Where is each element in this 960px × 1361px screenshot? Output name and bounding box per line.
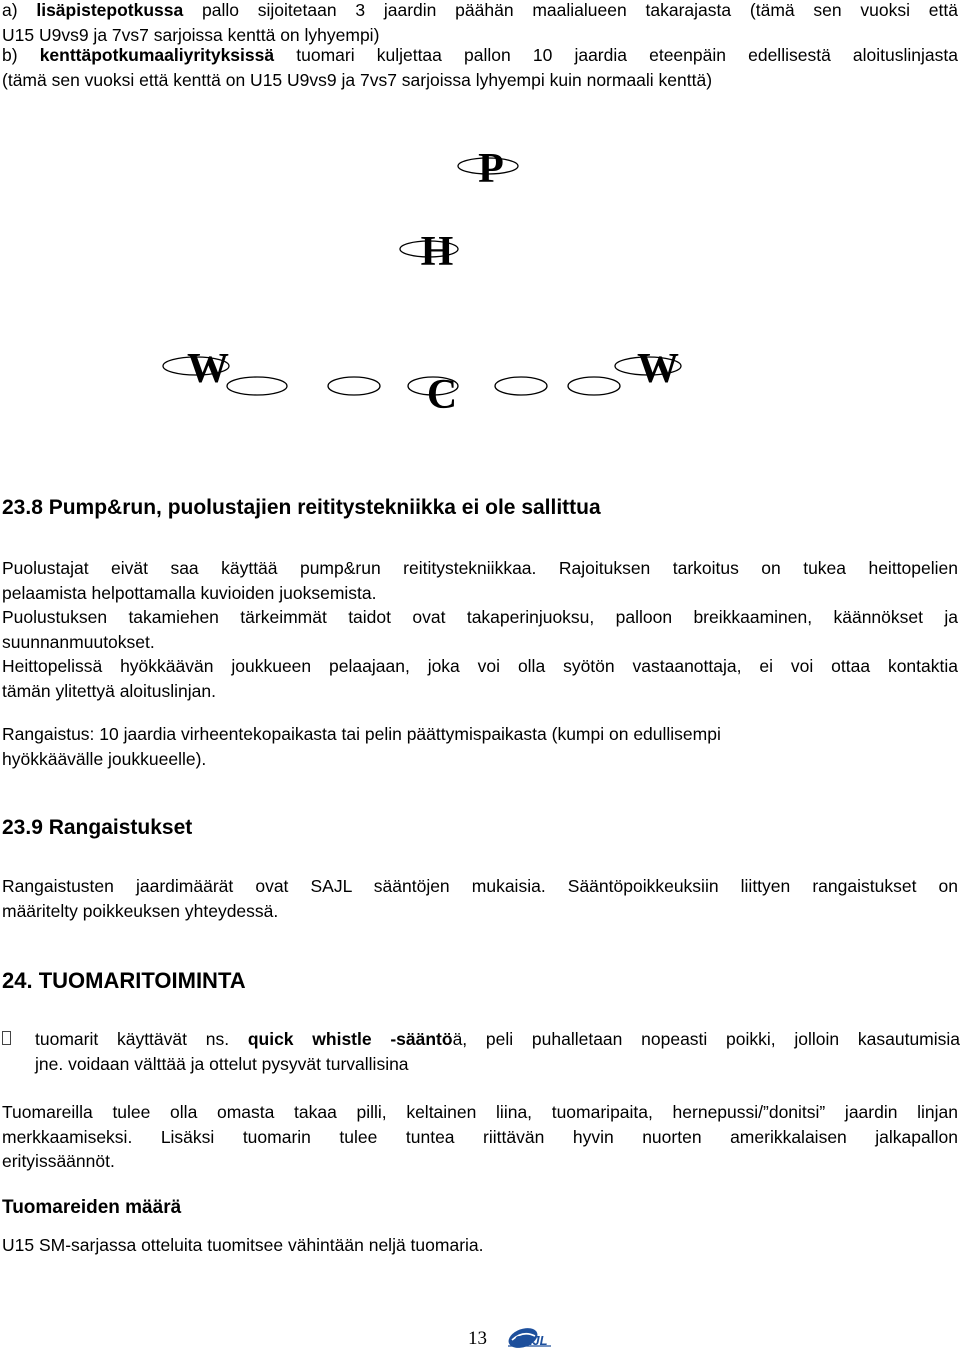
s238-penalty-line1: Rangaistus: 10 jaardia virheentekopaikasta tai pelin päättymispaikasta (kumpi on edullisempi (2, 724, 721, 744)
intro-a-line2: U15 U9vs9 ja 7vs7 sarjoissa kenttä on lyhyempi) (2, 24, 380, 45)
intro-b-rest: tuomari kuljettaa pallon 10 jaardia eteenpäin edellisestä aloituslinjasta (274, 45, 958, 65)
lineman-oval-2 (328, 377, 380, 395)
section-23-8-heading: 23.8 Pump&run, puolustajien reititystekniikka ei ole sallittua (2, 496, 601, 519)
intro-a-rest: pallo sijoitetaan 3 jaardin päähän maalialueen takarajasta (tämä sen vuoksi että (183, 0, 958, 20)
lineman-oval-1 (227, 377, 287, 395)
intro-item-a (2, 0, 958, 47)
label-w-left: W (187, 346, 229, 392)
section-23-8-penalty (2, 722, 958, 771)
label-p: P (478, 146, 504, 192)
s239-p1-line2: määritelty poikkeuksen yhteydessä. (2, 900, 279, 921)
intro-a-prefix: a) (2, 0, 37, 20)
bullet-line1 (35, 1027, 960, 1052)
bullet-prefix: tuomarit käyttävät ns. (35, 1029, 248, 1049)
section-23-8-paragraph-1 (2, 556, 958, 703)
referee-count-paragraph (2, 1233, 958, 1258)
intro-b-line2: (tämä sen vuoksi että kenttä on U15 U9vs9 ja 7vs7 sarjoissa lyhyempi kuin normaali kenttä) (2, 69, 713, 90)
intro-b-prefix: b) (2, 45, 40, 65)
bullet-bold: quick whistle -sääntö (247, 1029, 453, 1049)
section-24-paragraph-1 (2, 1100, 958, 1174)
intro-a-line1 (2, 0, 958, 23)
bullet-line2: jne. voidaan välttää ja ottelut pysyvät turvallisina (35, 1053, 409, 1074)
lineman-oval-4 (568, 377, 620, 395)
s238-penalty-line2: hyökkäävälle joukkueelle). (2, 748, 207, 769)
s238-p3-line1: Heittopelissä hyökkäävän joukkueen pelaajaan, joka voi olla syötön vastaanottaja, ei voi ottaa kontaktia (2, 656, 958, 676)
intro-b-line1 (2, 43, 958, 68)
s24-p2-line: U15 SM-sarjassa otteluita tuomitsee vähintään neljä tuomaria. (2, 1235, 484, 1255)
formation-diagram (150, 140, 710, 420)
s239-p1-line1: Rangaistusten jaardimäärät ovat SAJL sääntöjen mukaisia. Sääntöpoikkeuksiin liittyen rangaistukset on (2, 876, 958, 896)
s24-p1-line2: merkkaamiseksi. Lisäksi tuomarin tulee tuntea riittävän hyvin nuorten amerikkalaisen jalkapallon (2, 1126, 958, 1147)
lineman-oval-3 (495, 377, 547, 395)
referee-count-heading: Tuomareiden määrä (2, 1197, 182, 1218)
page-number: 13 (468, 1328, 487, 1349)
s238-p2-line2: suunnanmuutokset. (2, 631, 155, 652)
s238-p3-line2: tämän ylitettyä aloituslinjan. (2, 680, 216, 701)
s238-p2-line1: Puolustuksen takamiehen tärkeimmät taidot ovat takaperinjuoksu, palloon breikkaaminen, käännökset ja (2, 607, 958, 627)
intro-b-bold: kenttäpotkumaaliyrityksissä (39, 45, 275, 65)
label-c: C (426, 372, 458, 418)
s24-p1-line1: Tuomareilla tulee olla omasta takaa pilli, keltainen liina, tuomaripaita, hernepussi/”donitsi” jaardin linjan (2, 1102, 958, 1122)
s238-p1-line2: pelaamista helpottamalla kuvioiden juoksemista. (2, 582, 377, 603)
section-24-heading: 24. TUOMARITOIMINTA (2, 968, 246, 993)
bullet-rest: ä, peli puhalletaan nopeasti poikki, jolloin kasautumisia (452, 1029, 960, 1049)
bullet-text (35, 1027, 960, 1076)
label-h: H (420, 229, 454, 275)
logo-text: SAJL (514, 1333, 548, 1348)
section-23-9-heading: 23.9 Rangaistukset (2, 816, 193, 839)
s24-p1-line3: erityissäännöt. (2, 1151, 115, 1171)
sajl-logo-icon (505, 1324, 553, 1358)
intro-item-b (2, 43, 958, 92)
label-w-right: W (637, 346, 679, 392)
s238-p1-line1: Puolustajat eivät saa käyttää pump&run reititystekniikkaa. Rajoituksen tarkoitus on tukea heittopelien (2, 558, 958, 578)
section-23-9-paragraph (2, 874, 958, 923)
bullet-icon (2, 1031, 11, 1045)
intro-a-bold: lisäpistepotkussa (36, 0, 184, 20)
